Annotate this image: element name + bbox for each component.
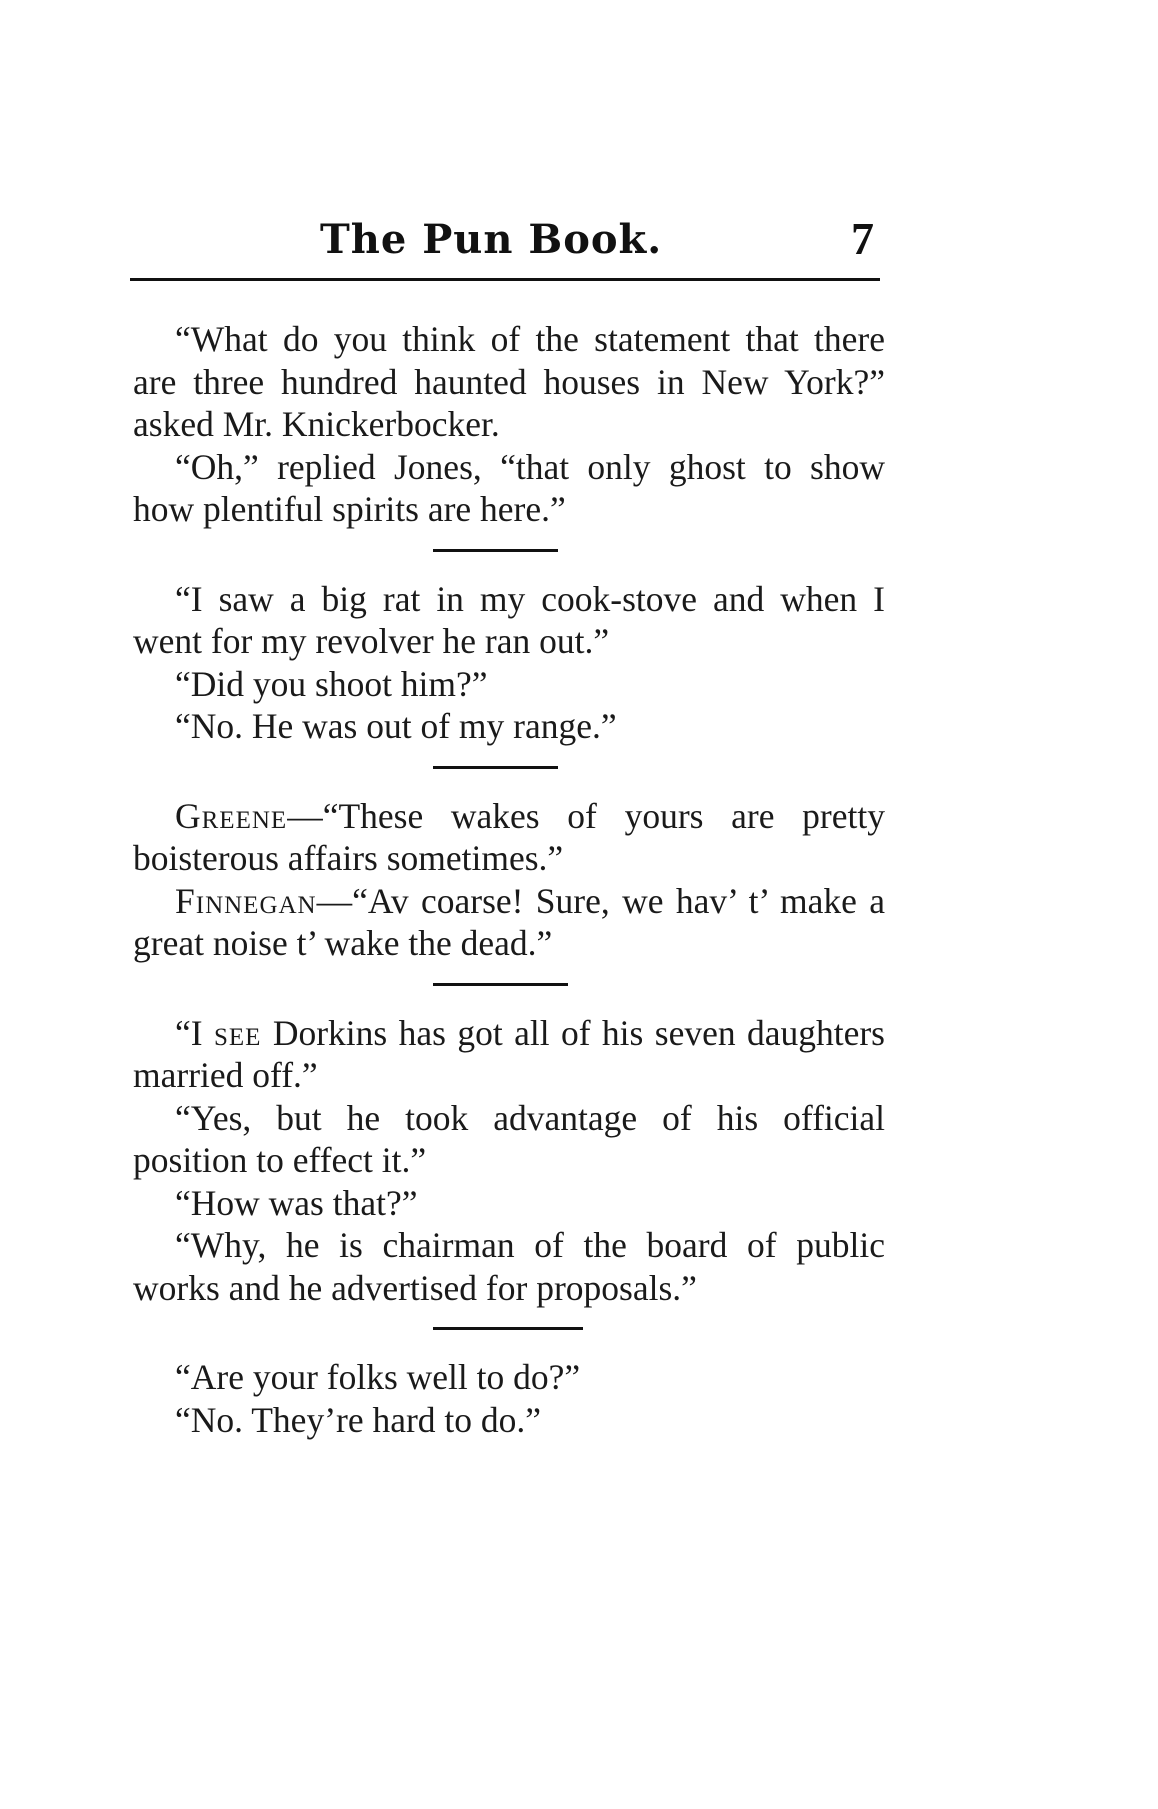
paragraph: “Why, he is chairman of the board of public works and he advertised for proposals.” [133, 1225, 885, 1308]
section-divider [433, 549, 558, 552]
paragraph: “I saw a big rat in my cook-stove and when I went for my revolver he ran out.” [133, 578, 885, 661]
paragraph: “No. He was out of my range.” [175, 706, 617, 746]
speaker-name: Greene [175, 795, 288, 836]
paragraph: “Are your folks well to do?” [175, 1357, 581, 1397]
joke-wakes [133, 795, 885, 965]
paragraph: “How was that?” [175, 1182, 418, 1223]
page-header [130, 208, 880, 281]
paragraph: “Oh,” replied Jones, “that only ghost to show how plentiful spirits are here.” [133, 446, 885, 529]
speech: —“Av coarse! Sure, we hav’ t’ make a great noise t’ wake the dead.” [133, 880, 885, 963]
section-divider [433, 1327, 583, 1330]
dialogue-line [133, 880, 885, 965]
joke-haunted-houses [133, 318, 885, 531]
speaker-name: Finnegan [175, 880, 317, 921]
joke-proposals [133, 1012, 885, 1310]
paragraph: “No. They’re hard to do.” [175, 1399, 542, 1440]
speech: —“These wakes of yours are pretty boisterous affairs sometimes.” [133, 795, 885, 878]
joke-rat-range [133, 578, 885, 748]
dialogue-line [133, 795, 885, 880]
paragraph: “I see Dorkins has got all of his seven daughters married off.” [133, 1012, 885, 1095]
section-divider [433, 766, 558, 769]
running-title: The Pun Book. [320, 216, 663, 263]
paragraph: “Did you shoot him?” [175, 663, 488, 704]
joke-hard-to-do [133, 1356, 885, 1441]
paragraph: “What do you think of the statement that there are three hundred haunted houses in New York?” asked Mr. Knickerbocker. [133, 319, 885, 444]
page-number: 7 [851, 213, 874, 264]
paragraph: “Yes, but he took advantage of his official position to effect it.” [133, 1097, 885, 1180]
section-divider [433, 983, 568, 986]
page-body [133, 318, 885, 1441]
